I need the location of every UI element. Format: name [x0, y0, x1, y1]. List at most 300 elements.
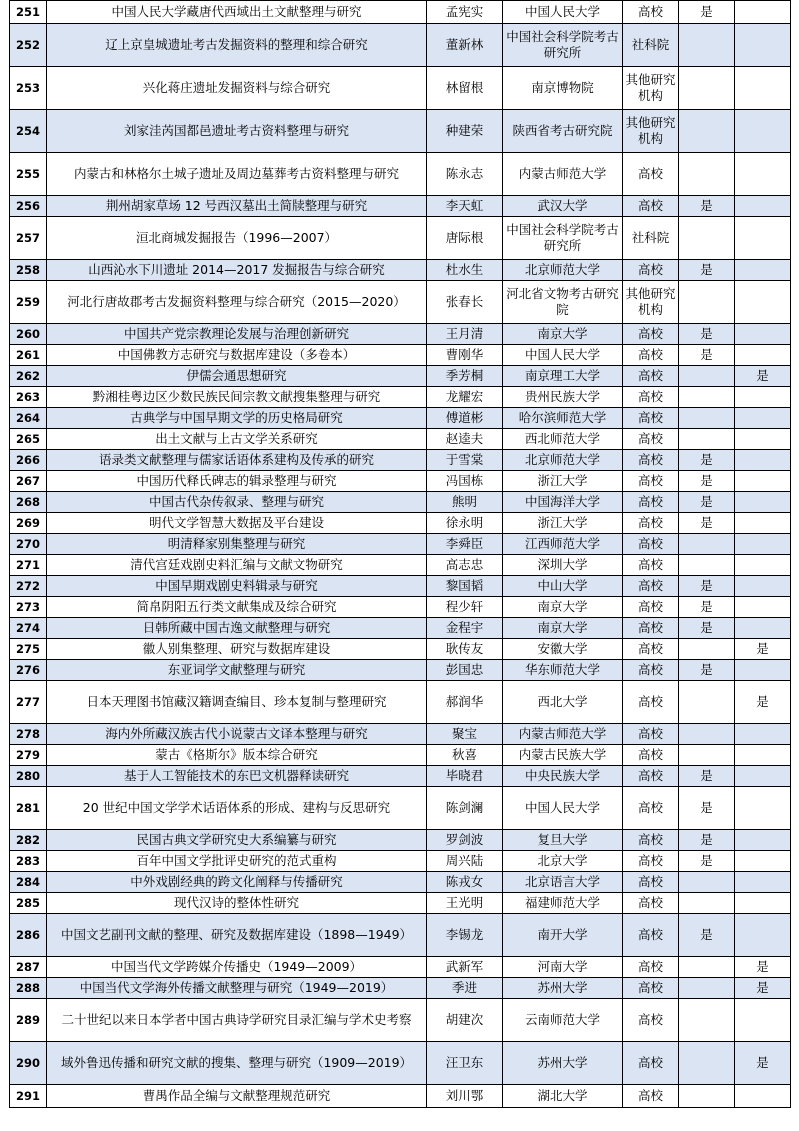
institution: 西北师范大学: [503, 429, 623, 450]
project-title: 中国当代文学跨媒介传播史（1949—2009）: [47, 957, 427, 978]
flag-a: [679, 978, 735, 999]
flag-b: [735, 153, 791, 196]
institution: 浙江大学: [503, 513, 623, 534]
flag-b: [735, 450, 791, 471]
row-number: 253: [10, 67, 47, 110]
project-title: 中国历代释氏碑志的辑录整理与研究: [47, 471, 427, 492]
flag-b: 是: [735, 957, 791, 978]
flag-b: [735, 67, 791, 110]
flag-b: [735, 345, 791, 366]
row-number: 288: [10, 978, 47, 999]
principal-investigator: 胡建次: [427, 999, 503, 1042]
principal-investigator: 徐永明: [427, 513, 503, 534]
institution: 河南大学: [503, 957, 623, 978]
flag-b: [735, 24, 791, 67]
row-number: 291: [10, 1085, 47, 1108]
flag-b: [735, 766, 791, 787]
institution-type: 高校: [623, 745, 679, 766]
table-row: [10, 639, 791, 660]
table-row: [10, 1, 791, 24]
flag-b: 是: [735, 1042, 791, 1085]
flag-a: 是: [679, 851, 735, 872]
principal-investigator: 董新林: [427, 24, 503, 67]
institution-type: 高校: [623, 893, 679, 914]
project-title: 中国文艺副刊文献的整理、研究及数据库建设（1898—1949）: [47, 914, 427, 957]
institution: 内蒙古师范大学: [503, 724, 623, 745]
institution-type: 高校: [623, 387, 679, 408]
principal-investigator: 种建荣: [427, 110, 503, 153]
row-number: 277: [10, 681, 47, 724]
project-title: 百年中国文学批评史研究的范式重构: [47, 851, 427, 872]
table-row: [10, 217, 791, 260]
flag-a: 是: [679, 196, 735, 217]
institution: 北京大学: [503, 851, 623, 872]
flag-b: 是: [735, 366, 791, 387]
table-row: [10, 555, 791, 576]
institution-type: 高校: [623, 196, 679, 217]
project-title: 清代宫廷戏剧史料汇编与文献文物研究: [47, 555, 427, 576]
flag-a: 是: [679, 345, 735, 366]
project-title: 语录类文献整理与儒家话语体系建构及传承的研究: [47, 450, 427, 471]
institution: 江西师范大学: [503, 534, 623, 555]
principal-investigator: 罗剑波: [427, 830, 503, 851]
flag-b: 是: [735, 978, 791, 999]
principal-investigator: 刘川鄂: [427, 1085, 503, 1108]
principal-investigator: 杜水生: [427, 260, 503, 281]
institution-type: 高校: [623, 999, 679, 1042]
principal-investigator: 傅道彬: [427, 408, 503, 429]
institution-type: 高校: [623, 366, 679, 387]
table-body: [10, 1, 791, 1108]
table-row: [10, 153, 791, 196]
institution-type: 高校: [623, 681, 679, 724]
flag-b: [735, 471, 791, 492]
table-row: [10, 196, 791, 217]
project-title: 海内外所藏汉族古代小说蒙古文译本整理与研究: [47, 724, 427, 745]
table-row: [10, 345, 791, 366]
flag-a: [679, 217, 735, 260]
row-number: 265: [10, 429, 47, 450]
project-title: 中外戏剧经典的跨文化阐释与传播研究: [47, 872, 427, 893]
row-number: 267: [10, 471, 47, 492]
principal-investigator: 唐际根: [427, 217, 503, 260]
principal-investigator: 李锡龙: [427, 914, 503, 957]
flag-b: [735, 999, 791, 1042]
project-title: 东亚词学文献整理与研究: [47, 660, 427, 681]
flag-a: [679, 153, 735, 196]
flag-a: 是: [679, 513, 735, 534]
institution-type: 高校: [623, 597, 679, 618]
row-number: 251: [10, 1, 47, 24]
institution: 安徽大学: [503, 639, 623, 660]
institution: 中国人民大学: [503, 787, 623, 830]
institution-type: 高校: [623, 576, 679, 597]
institution: 湖北大学: [503, 1085, 623, 1108]
institution-type: 高校: [623, 450, 679, 471]
principal-investigator: 林留根: [427, 67, 503, 110]
principal-investigator: 武新军: [427, 957, 503, 978]
flag-a: 是: [679, 618, 735, 639]
institution-type: 高校: [623, 766, 679, 787]
flag-b: 是: [735, 639, 791, 660]
table-row: [10, 281, 791, 324]
project-title: 日韩所藏中国古逸文献整理与研究: [47, 618, 427, 639]
flag-a: [679, 1042, 735, 1085]
institution: 复旦大学: [503, 830, 623, 851]
row-number: 276: [10, 660, 47, 681]
institution: 中山大学: [503, 576, 623, 597]
institution: 哈尔滨师范大学: [503, 408, 623, 429]
row-number: 269: [10, 513, 47, 534]
row-number: 285: [10, 893, 47, 914]
project-title: 明代文学智慧大数据及平台建设: [47, 513, 427, 534]
institution-type: 高校: [623, 1085, 679, 1108]
principal-investigator: 彭国忠: [427, 660, 503, 681]
institution: 北京师范大学: [503, 450, 623, 471]
project-title: 出土文献与上古文学关系研究: [47, 429, 427, 450]
table-row: [10, 408, 791, 429]
institution: 陕西省考古研究院: [503, 110, 623, 153]
principal-investigator: 张春长: [427, 281, 503, 324]
flag-a: [679, 681, 735, 724]
project-title: 中国古代杂传叙录、整理与研究: [47, 492, 427, 513]
institution: 北京语言大学: [503, 872, 623, 893]
table-row: [10, 1085, 791, 1108]
institution-type: 高校: [623, 618, 679, 639]
institution-type: 高校: [623, 153, 679, 196]
institution-type: 高校: [623, 851, 679, 872]
principal-investigator: 毕晓君: [427, 766, 503, 787]
institution: 西北大学: [503, 681, 623, 724]
row-number: 260: [10, 324, 47, 345]
row-number: 270: [10, 534, 47, 555]
table-row: [10, 872, 791, 893]
flag-a: [679, 555, 735, 576]
flag-a: [679, 724, 735, 745]
principal-investigator: 汪卫东: [427, 1042, 503, 1085]
principal-investigator: 孟宪实: [427, 1, 503, 24]
project-title: 简帛阴阳五行类文献集成及综合研究: [47, 597, 427, 618]
project-title: 伊儒会通思想研究: [47, 366, 427, 387]
row-number: 261: [10, 345, 47, 366]
project-title: 现代汉诗的整体性研究: [47, 893, 427, 914]
flag-a: 是: [679, 576, 735, 597]
principal-investigator: 陈剑澜: [427, 787, 503, 830]
table-row: [10, 851, 791, 872]
flag-a: 是: [679, 471, 735, 492]
project-title: 民国古典文学研究史大系编纂与研究: [47, 830, 427, 851]
row-number: 287: [10, 957, 47, 978]
principal-investigator: 金程宇: [427, 618, 503, 639]
project-title: 20 世纪中国文学学术话语体系的形成、建构与反思研究: [47, 787, 427, 830]
institution: 苏州大学: [503, 978, 623, 999]
institution-type: 其他研究机构: [623, 281, 679, 324]
principal-investigator: 龙耀宏: [427, 387, 503, 408]
row-number: 256: [10, 196, 47, 217]
table-row: [10, 893, 791, 914]
flag-a: [679, 67, 735, 110]
project-title: 荆州胡家草场 12 号西汉墓出土简牍整理与研究: [47, 196, 427, 217]
row-number: 278: [10, 724, 47, 745]
project-title: 中国共产党宗教理论发展与治理创新研究: [47, 324, 427, 345]
institution-type: 高校: [623, 492, 679, 513]
institution-type: 高校: [623, 513, 679, 534]
table-row: [10, 366, 791, 387]
flag-a: 是: [679, 260, 735, 281]
institution: 深圳大学: [503, 555, 623, 576]
flag-a: 是: [679, 766, 735, 787]
institution-type: 高校: [623, 957, 679, 978]
flag-b: [735, 1085, 791, 1108]
row-number: 268: [10, 492, 47, 513]
institution-type: 高校: [623, 978, 679, 999]
project-title: 域外鲁迅传播和研究文献的搜集、整理与研究（1909—2019）: [47, 1042, 427, 1085]
project-title: 徽人别集整理、研究与数据库建设: [47, 639, 427, 660]
table-row: [10, 576, 791, 597]
institution-type: 高校: [623, 1042, 679, 1085]
project-title: 中国早期戏剧史料辑录与研究: [47, 576, 427, 597]
row-number: 259: [10, 281, 47, 324]
row-number: 279: [10, 745, 47, 766]
table-row: [10, 110, 791, 153]
institution: 浙江大学: [503, 471, 623, 492]
institution: 南开大学: [503, 914, 623, 957]
institution: 中国社会科学院考古研究所: [503, 24, 623, 67]
flag-b: [735, 830, 791, 851]
flag-a: [679, 110, 735, 153]
flag-a: [679, 745, 735, 766]
flag-b: [735, 110, 791, 153]
institution-type: 高校: [623, 872, 679, 893]
row-number: 263: [10, 387, 47, 408]
row-number: 255: [10, 153, 47, 196]
row-number: 284: [10, 872, 47, 893]
flag-b: [735, 281, 791, 324]
flag-b: [735, 1, 791, 24]
institution-type: 高校: [623, 787, 679, 830]
institution-type: 高校: [623, 914, 679, 957]
principal-investigator: 李天虹: [427, 196, 503, 217]
row-number: 254: [10, 110, 47, 153]
institution: 南京大学: [503, 597, 623, 618]
flag-a: [679, 534, 735, 555]
flag-a: [679, 387, 735, 408]
institution-type: 高校: [623, 471, 679, 492]
principal-investigator: 陈戎女: [427, 872, 503, 893]
row-number: 252: [10, 24, 47, 67]
flag-b: [735, 914, 791, 957]
project-title: 明清释家别集整理与研究: [47, 534, 427, 555]
project-title: 辽上京皇城遗址考古发掘资料的整理和综合研究: [47, 24, 427, 67]
row-number: 286: [10, 914, 47, 957]
institution-type: 高校: [623, 724, 679, 745]
institution: 中国人民大学: [503, 345, 623, 366]
principal-investigator: 王光明: [427, 893, 503, 914]
institution: 中央民族大学: [503, 766, 623, 787]
flag-b: [735, 872, 791, 893]
principal-investigator: 高志忠: [427, 555, 503, 576]
institution: 南京博物院: [503, 67, 623, 110]
flag-a: 是: [679, 1, 735, 24]
institution-type: 高校: [623, 260, 679, 281]
table-row: [10, 914, 791, 957]
row-number: 289: [10, 999, 47, 1042]
project-title: 蒙古《格斯尔》版本综合研究: [47, 745, 427, 766]
institution-type: 高校: [623, 639, 679, 660]
project-title: 二十世纪以来日本学者中国古典诗学研究目录汇编与学术史考察: [47, 999, 427, 1042]
table-row: [10, 24, 791, 67]
flag-b: [735, 555, 791, 576]
principal-investigator: 郝润华: [427, 681, 503, 724]
principal-investigator: 王月清: [427, 324, 503, 345]
principal-investigator: 程少轩: [427, 597, 503, 618]
table-row: [10, 387, 791, 408]
institution-type: 高校: [623, 324, 679, 345]
flag-a: [679, 1085, 735, 1108]
row-number: 280: [10, 766, 47, 787]
flag-b: [735, 260, 791, 281]
row-number: 275: [10, 639, 47, 660]
table-row: [10, 978, 791, 999]
institution-type: 高校: [623, 534, 679, 555]
project-title: 河北行唐故郡考古发掘资料整理与综合研究（2015—2020）: [47, 281, 427, 324]
flag-a: 是: [679, 450, 735, 471]
flag-a: [679, 872, 735, 893]
table-row: [10, 260, 791, 281]
flag-a: 是: [679, 597, 735, 618]
institution: 内蒙古民族大学: [503, 745, 623, 766]
flag-b: [735, 492, 791, 513]
flag-b: [735, 196, 791, 217]
table-row: [10, 513, 791, 534]
row-number: 262: [10, 366, 47, 387]
project-title: 洹北商城发掘报告（1996—2007）: [47, 217, 427, 260]
flag-a: [679, 24, 735, 67]
flag-a: [679, 893, 735, 914]
project-title: 山西沁水下川遗址 2014—2017 发掘报告与综合研究: [47, 260, 427, 281]
flag-b: [735, 534, 791, 555]
flag-b: 是: [735, 681, 791, 724]
institution: 中国海洋大学: [503, 492, 623, 513]
flag-b: [735, 851, 791, 872]
project-title: 中国当代文学海外传播文献整理与研究（1949—2019）: [47, 978, 427, 999]
table-row: [10, 787, 791, 830]
institution: 内蒙古师范大学: [503, 153, 623, 196]
table-row: [10, 492, 791, 513]
row-number: 264: [10, 408, 47, 429]
principal-investigator: 耿传友: [427, 639, 503, 660]
institution-type: 社科院: [623, 217, 679, 260]
principal-investigator: 曹刚华: [427, 345, 503, 366]
principal-investigator: 季芳桐: [427, 366, 503, 387]
principal-investigator: 陈永志: [427, 153, 503, 196]
institution-type: 高校: [623, 830, 679, 851]
principal-investigator: 周兴陆: [427, 851, 503, 872]
institution-type: 社科院: [623, 24, 679, 67]
table-row: [10, 1042, 791, 1085]
table-row: [10, 450, 791, 471]
flag-b: [735, 513, 791, 534]
project-title: 兴化蒋庄遗址发掘资料与综合研究: [47, 67, 427, 110]
row-number: 274: [10, 618, 47, 639]
flag-a: [679, 957, 735, 978]
row-number: 281: [10, 787, 47, 830]
project-title: 日本天理图书馆藏汉籍调查编目、珍本复制与整理研究: [47, 681, 427, 724]
institution: 中国人民大学: [503, 1, 623, 24]
table-row: [10, 830, 791, 851]
project-title: 中国人民大学藏唐代西域出土文献整理与研究: [47, 1, 427, 24]
table-row: [10, 660, 791, 681]
flag-b: [735, 429, 791, 450]
flag-a: 是: [679, 830, 735, 851]
table-row: [10, 766, 791, 787]
flag-b: [735, 217, 791, 260]
principal-investigator: 李舜臣: [427, 534, 503, 555]
project-title: 刘家洼芮国都邑遗址考古资料整理与研究: [47, 110, 427, 153]
project-title: 曹禺作品全编与文献整理规范研究: [47, 1085, 427, 1108]
institution-type: 高校: [623, 429, 679, 450]
table-row: [10, 534, 791, 555]
table-row: [10, 429, 791, 450]
flag-b: [735, 660, 791, 681]
principal-investigator: 冯国栋: [427, 471, 503, 492]
flag-a: [679, 429, 735, 450]
table-row: [10, 724, 791, 745]
principal-investigator: 黎国韬: [427, 576, 503, 597]
institution: 南京大学: [503, 324, 623, 345]
flag-b: [735, 618, 791, 639]
institution-type: 高校: [623, 1, 679, 24]
flag-b: [735, 576, 791, 597]
table-row: [10, 681, 791, 724]
flag-b: [735, 724, 791, 745]
row-number: 257: [10, 217, 47, 260]
flag-b: [735, 893, 791, 914]
project-title: 黔湘桂粤边区少数民族民间宗教文献搜集整理与研究: [47, 387, 427, 408]
institution-type: 高校: [623, 408, 679, 429]
principal-investigator: 聚宝: [427, 724, 503, 745]
principal-investigator: 秋喜: [427, 745, 503, 766]
principal-investigator: 熊明: [427, 492, 503, 513]
flag-a: 是: [679, 787, 735, 830]
flag-b: [735, 787, 791, 830]
institution: 南京理工大学: [503, 366, 623, 387]
principal-investigator: 季进: [427, 978, 503, 999]
institution: 贵州民族大学: [503, 387, 623, 408]
institution: 武汉大学: [503, 196, 623, 217]
table-row: [10, 597, 791, 618]
flag-a: 是: [679, 660, 735, 681]
table-row: [10, 618, 791, 639]
principal-investigator: 赵逵夫: [427, 429, 503, 450]
institution: 福建师范大学: [503, 893, 623, 914]
row-number: 290: [10, 1042, 47, 1085]
institution: 河北省文物考古研究院: [503, 281, 623, 324]
flag-b: [735, 745, 791, 766]
principal-investigator: 于雪棠: [427, 450, 503, 471]
row-number: 272: [10, 576, 47, 597]
flag-a: 是: [679, 492, 735, 513]
institution-type: 其他研究机构: [623, 67, 679, 110]
table-row: [10, 471, 791, 492]
institution: 中国社会科学院考古研究所: [503, 217, 623, 260]
institution-type: 高校: [623, 660, 679, 681]
row-number: 283: [10, 851, 47, 872]
flag-b: [735, 387, 791, 408]
flag-a: [679, 281, 735, 324]
institution: 苏州大学: [503, 1042, 623, 1085]
row-number: 266: [10, 450, 47, 471]
